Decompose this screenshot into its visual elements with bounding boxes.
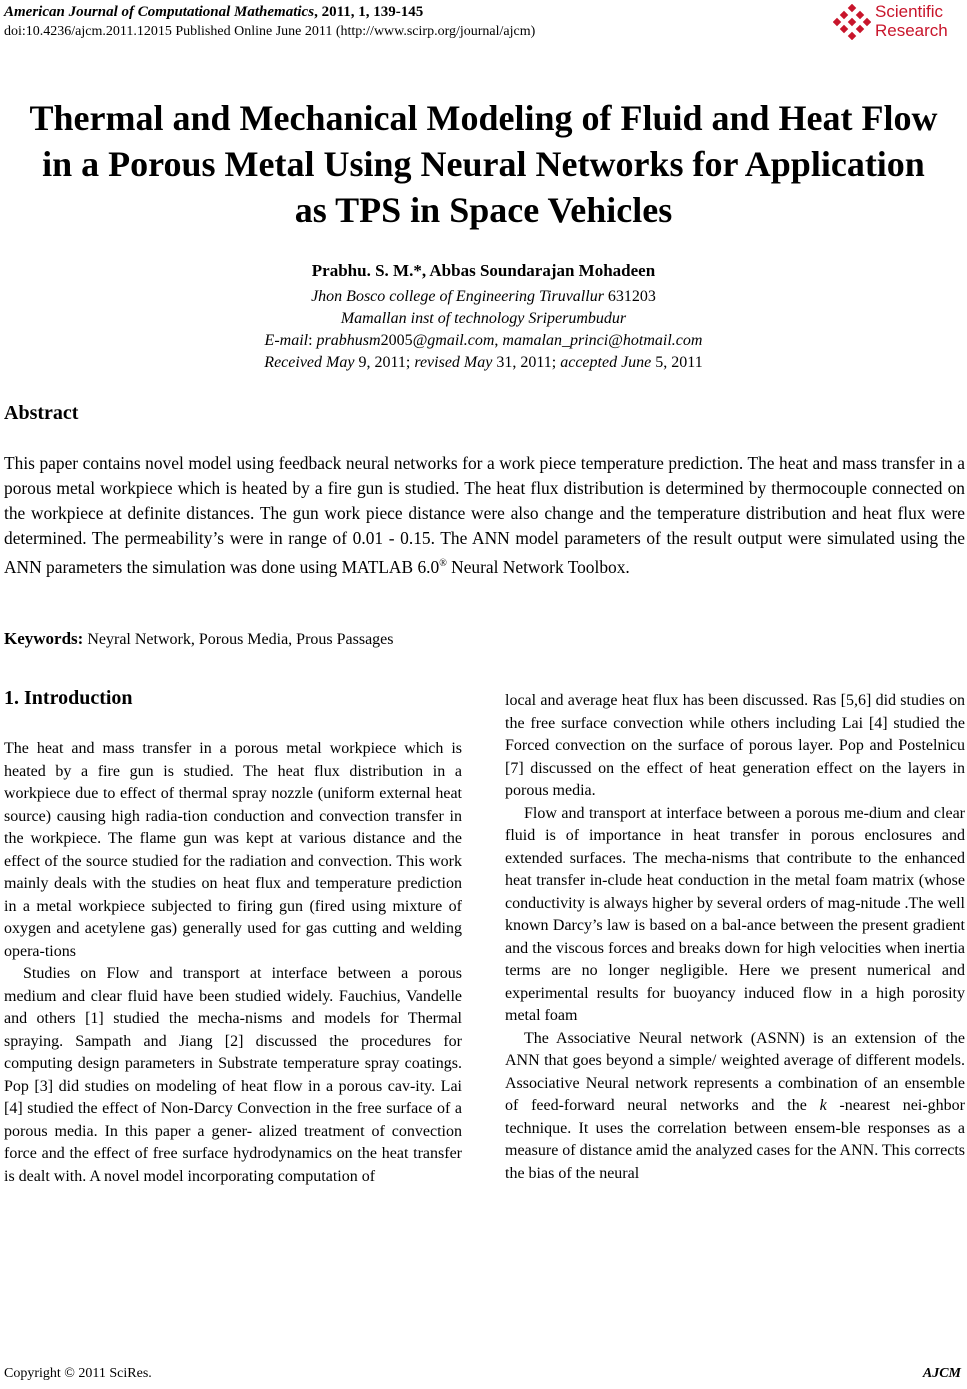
intro-paragraph-4: Flow and transport at interface between a porous me-dium and clear fluid is of importance in heat transfer in porous enclosures and extended surfaces. The mecha-nisms that contribute to the enhanced heat transfer in-clude heat conduction in the metal foam matrix (whose conductivity is always higher by several orders of mag-nitude .The well known Darcy’s law is based on a bal-ance between the present gradient and the viscous forces and breaks down for high velocities when inertia terms are no longer negligible. Here we present numerical and experimental results for buoyancy induced flow in a high porosity metal foam xyxy=(505,804,965,1024)
email-label: E-mail xyxy=(264,332,309,349)
journal-abbreviation: AJCM xyxy=(922,1366,961,1381)
affiliation-1-postcode: 631203 xyxy=(603,288,656,305)
intro-paragraph-1: The heat and mass transfer in a porous metal workpiece which is heated by a fire gun is studied. The heat flux distribution in a workpiece due to effect of thermal spray nozzle (uniform external heat source) causing high radia-tion conduction and convection transfer in the workpiece. The flame gun was kept at various distance and the effect of the source studied for the radiation and convection. This work mainly deals with the studies on heat flux and temperature prediction in a metal workpiece subjected to firing gun (fired using mixture of oxygen and acetylene gas) generally used for gas cutting and welding opera-tions xyxy=(4,740,462,960)
column-left xyxy=(4,738,462,1188)
keywords-list: Neyral Network, Porous Media, Prous Passages xyxy=(83,631,394,648)
accepted-date: 5, 2011 xyxy=(651,354,703,371)
affiliation-2-name: Mamallan inst of technology Sriperumbudur xyxy=(340,310,627,327)
email-part-a[interactable]: prabhusm xyxy=(316,332,381,349)
email-line: E-mail: prabhusm2005@gmail.com, mamalan_princi@hotmail.com xyxy=(264,332,703,349)
received-label: Received May xyxy=(264,354,355,371)
asnn-text-end: -nearest nei-ghbor technique. It uses the correlation between ensem-ble responses as a measure of distance amid the analyzed cases for the ANN. This corrects the bias of the neural xyxy=(505,1097,965,1182)
title-line-3: as TPS in Space Vehicles xyxy=(294,190,673,230)
abstract-text xyxy=(4,451,965,580)
abstract-end: Neural Network Toolbox. xyxy=(446,556,630,577)
publisher-logo xyxy=(833,2,961,42)
title-line-2: in a Porous Metal Using Neural Networks for Application xyxy=(42,144,925,184)
paper-title xyxy=(0,95,967,233)
journal-header xyxy=(4,2,535,42)
revised-label: revised May xyxy=(414,354,493,371)
abstract-heading: Abstract xyxy=(4,402,79,424)
affiliation-2 xyxy=(0,308,967,330)
registered-mark: ® xyxy=(439,558,447,569)
column-right xyxy=(505,690,965,1185)
doi-line: doi:10.4236/ajcm.2011.12015 Published Online June 2011 (http://www.scirp.org/journal/ajcm) xyxy=(4,24,536,39)
copyright-footer: Copyright © 2011 SciRes. xyxy=(4,1366,152,1381)
logo-text-line1: Scientific xyxy=(875,2,944,21)
section-heading-introduction: 1. Introduction xyxy=(4,687,133,709)
abstract-body: This paper contains novel model using feedback neural networks for a work piece temperature prediction. The heat and mass transfer in a porous metal workpiece which is heated by a fire gun is studied. The heat flux distribution is determined by thermocouple connected on the workpiece at definite distances. The gun work piece distance were also change and the temperature distribution and heat flux were determined. The permeability’s were in range of 0.01 - 0.15. The ANN model parameters of the result output were simulated using the ANN parameters the simulation was done using MATLAB 6.0 xyxy=(4,453,965,577)
received-date: 9, 2011; xyxy=(354,354,415,371)
k-symbol: k xyxy=(819,1097,827,1114)
title-line-1: Thermal and Mechanical Modeling of Fluid and Heat Flow xyxy=(29,98,938,138)
revised-date: 31, 2011; xyxy=(492,354,561,371)
affiliation-1 xyxy=(0,286,967,308)
affiliation-1-name: Jhon Bosco college of Engineering Tiruvallur xyxy=(311,288,604,305)
intro-paragraph-3: local and average heat flux has been discussed. Ras [5,6] did studies on the free surface convection while others including Lai [4] studied the Forced convection on the surface of porous layer. Pop and Postelnicu [7] discussed on the effect of heat generation effect on the layers in porous media. xyxy=(505,692,965,799)
journal-name: American Journal of Computational Mathematics xyxy=(4,4,315,20)
asnn-text-start: The Associative Neural network (ASNN) is an extension of the ANN that goes beyond a simple/ weighted average of different models. Associative Neural network represents a combination of an ensemble of feed-forward neural networks and the xyxy=(505,1029,965,1114)
authors: Prabhu. S. M.*, Abbas Soundarajan Mohadeen xyxy=(311,261,656,280)
journal-citation xyxy=(4,2,535,22)
keywords-label: Keywords: xyxy=(4,629,84,648)
logo-text xyxy=(875,2,948,40)
dates-line xyxy=(0,352,967,374)
email-part-b[interactable]: 2005 xyxy=(380,332,413,349)
intro-paragraph-5 xyxy=(505,1028,965,1186)
scientific-research-logo-icon xyxy=(833,4,871,40)
logo-text-line2: Research xyxy=(875,21,948,40)
email-secondary[interactable]: mamalan_princi@hotmail.com xyxy=(502,332,703,349)
volume-pages: , 2011, 1, 139-145 xyxy=(314,4,424,20)
email-part-c[interactable]: @gmail.com xyxy=(412,332,495,349)
accepted-label: accepted June xyxy=(560,354,652,371)
intro-paragraph-2: Studies on Flow and transport at interface between a porous medium and clear fluid have been studied widely. Fauchius, Vandelle and others [1] studied the mecha-nisms and models for Thermal spraying. Sampath and Jiang [2] discussed the procedures for computing design parameters in Substrate temperature spray coatings. Pop [3] did studies on modeling of heat flow in a porous cav-ity. Lai [4] studied the effect of Non-Darcy Convection in the free surface of a porous media. In this paper a gener- alized treatment of convection force and the effect of free surface hydrodynamics on the heat transfer is dealt with. A novel model incorporating computation of xyxy=(4,965,462,1185)
keywords xyxy=(4,629,394,649)
